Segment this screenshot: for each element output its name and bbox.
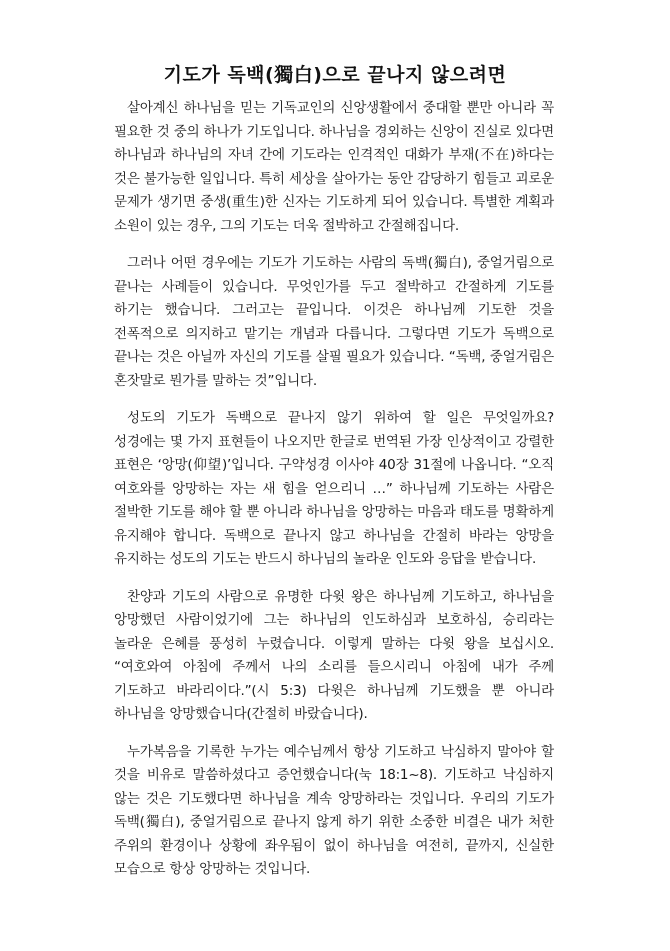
document-body bbox=[114, 97, 554, 896]
paragraph: 찬양과 기도의 사람으로 유명한 다윗 왕은 하나님께 기도하고, 하나님을 앙망했던 사람이었기에 그는 하나님의 인도하심과 보호하심, 승리라는 놀라운 은혜를 풍성히 누렸습니다. 이렇게 말하는 다윗 왕을 보십시오. “여호와여 아침에 주께서 나의 소리를 들으시리니 아침에 내가 주께 기도하고 바라리이다.”(시 5:3) 다윗은 하나님께 기도했을 뿐 아니라 하나님을 앙망했습니다(간절히 바랐습니다). bbox=[114, 588, 554, 722]
paragraph: 성도의 기도가 독백으로 끝나지 않기 위하여 할 일은 무엇일까요? 성경에는 몇 가지 표현들이 나오지만 한글로 번역된 가장 인상적이고 강렬한 표현은 ‘앙망(仰望)’입니다. 구약성경 이사야 40장 31절에 나옵니다. “오직 여호와를 앙망하는 자는 새 힘을 얻으리니 …” 하나님께 기도하는 사람은 절박한 기도를 해야 할 뿐 아니라 하나님을 앙망하는 마음과 태도를 명확하게 유지해야 합니다. 독백으로 끝나지 않고 하나님을 간절히 바라는 앙망을 유지하는 성도의 기도는 반드시 하나님의 놀라운 인도와 응답을 받습니다. bbox=[114, 410, 554, 567]
paragraph: 그러나 어떤 경우에는 기도가 기도하는 사람의 독백(獨白), 중얼거림으로 끝나는 사례들이 있습니다. 무엇인가를 두고 절박하고 간절하게 기도를 하기는 했습니다. 그러고는 끝입니다. 이것은 하나님께 기도한 것을 전폭적으로 의지하고 맡기는 개념과 다릅니다. 그렇다면 기도가 독백으로 끝나는 것은 아닐까 자신의 기도를 살필 필요가 있습니다. “독백, 중얼거림은 혼잣말로 뭔가를 말하는 것”입니다. bbox=[114, 255, 554, 389]
document-title: 기도가 독백(獨白)으로 끝나지 않으려면 bbox=[163, 64, 507, 86]
paragraph: 누가복음을 기록한 누가는 예수님께서 항상 기도하고 낙심하지 말아야 할 것을 비유로 말씀하셨다고 증언했습니다(눅 18:1~8). 기도하고 낙심하지 않는 것은 기도했다면 하나님을 계속 앙망하라는 것입니다. 우리의 기도가 독백(獨白), 중얼거림으로 끝나지 않게 하기 위한 소중한 비결은 내가 처한 주위의 환경이나 상황에 좌우됨이 없이 하나님을 여전히, 끝까지, 신실한 모습으로 항상 앙망하는 것입니다. bbox=[114, 743, 554, 877]
paragraph: 살아계신 하나님을 믿는 기독교인의 신앙생활에서 중대할 뿐만 아니라 꼭 필요한 것 중의 하나가 기도입니다. 하나님을 경외하는 신앙이 진실로 있다면 하나님과 하나님의 자녀 간에 기도라는 인격적인 대화가 부재(不在)하다는 것은 불가능한 일입니다. 특히 세상을 살아가는 동안 감당하기 힘들고 괴로운 문제가 생기면 중생(重生)한 신자는 기도하게 되어 있습니다. 특별한 계획과 소원이 있는 경우, 그의 기도는 더욱 절박하고 간절해집니다. bbox=[114, 100, 554, 234]
